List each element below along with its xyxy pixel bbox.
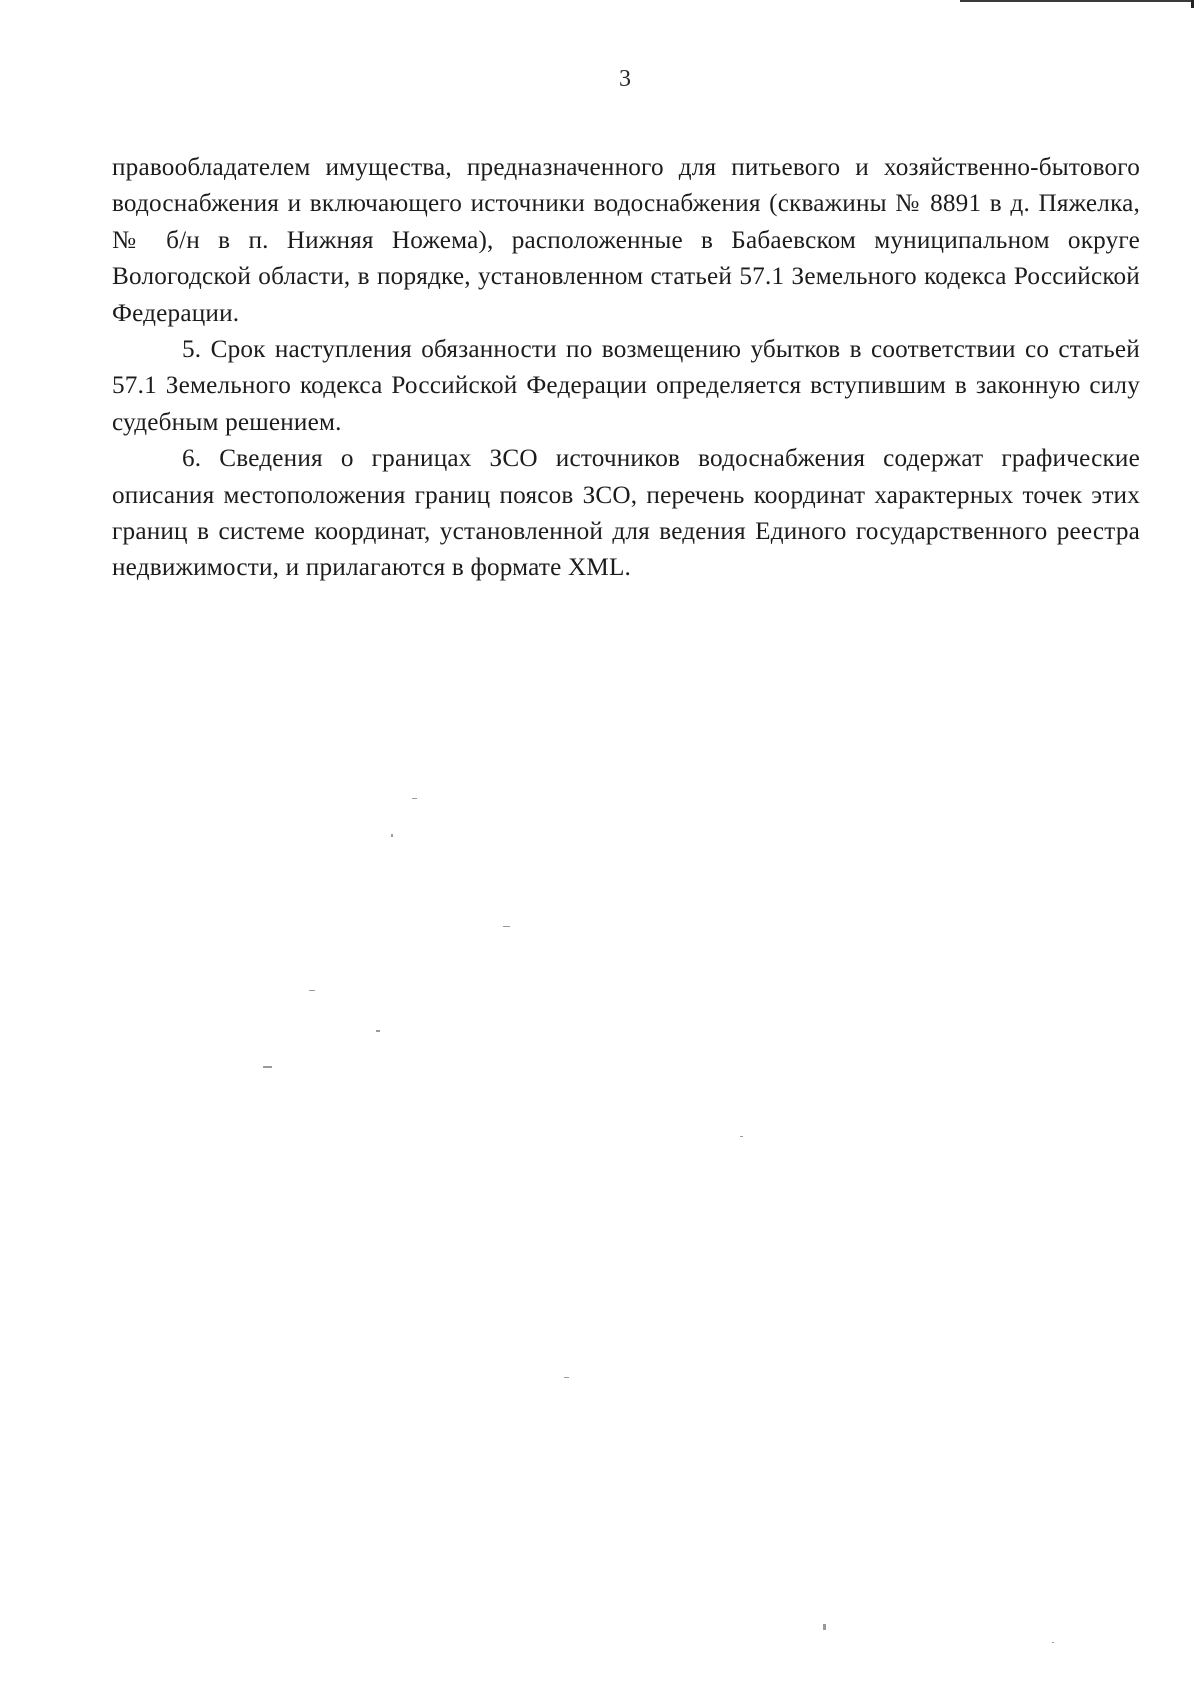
scan-speck	[503, 926, 510, 927]
paragraph-5: 5. Срок наступления обязанности по возмещению убытков в соответствии со статьей 57.1 Земельного кодекса Российской Федерации определяется вступившим в законную силу судебным решением.	[112, 336, 1140, 436]
scan-speck	[376, 1030, 380, 1032]
scan-edge-line	[960, 0, 1192, 2]
scan-speck	[391, 834, 393, 837]
scan-speck	[263, 1066, 272, 1068]
paragraph-6: 6. Сведения о границах ЗСО источников водоснабжения содержат графические описания местоположения границ поясов ЗСО, перечень координат характерных точек этих границ в системе координат, установленной для ведения Единого государственного реестра недвижимости, и прилагаются в формате XML.	[112, 445, 1140, 582]
scan-corner-mark	[1191, 0, 1194, 8]
scan-speck	[564, 1377, 569, 1378]
scan-speck	[823, 1624, 826, 1630]
document-body	[112, 150, 1140, 587]
scan-speck	[309, 990, 315, 991]
scan-speck	[740, 1136, 743, 1137]
scan-speck	[412, 798, 417, 799]
paragraph-continuation: правообладателем имущества, предназначенного для питьевого и хозяйственно-бытового водоснабжения и включающего источники водоснабжения (скважины № 8891 в д. Пяжелка, № б/н в п. Нижняя Ножема), расположенные в Бабаевском муниципальном округе Вологодской области, в порядке, установленном статьей 57.1 Земельного кодекса Российской Федерации.	[112, 154, 1140, 327]
page-number: 3	[619, 66, 631, 92]
scan-speck	[1052, 1642, 1054, 1643]
